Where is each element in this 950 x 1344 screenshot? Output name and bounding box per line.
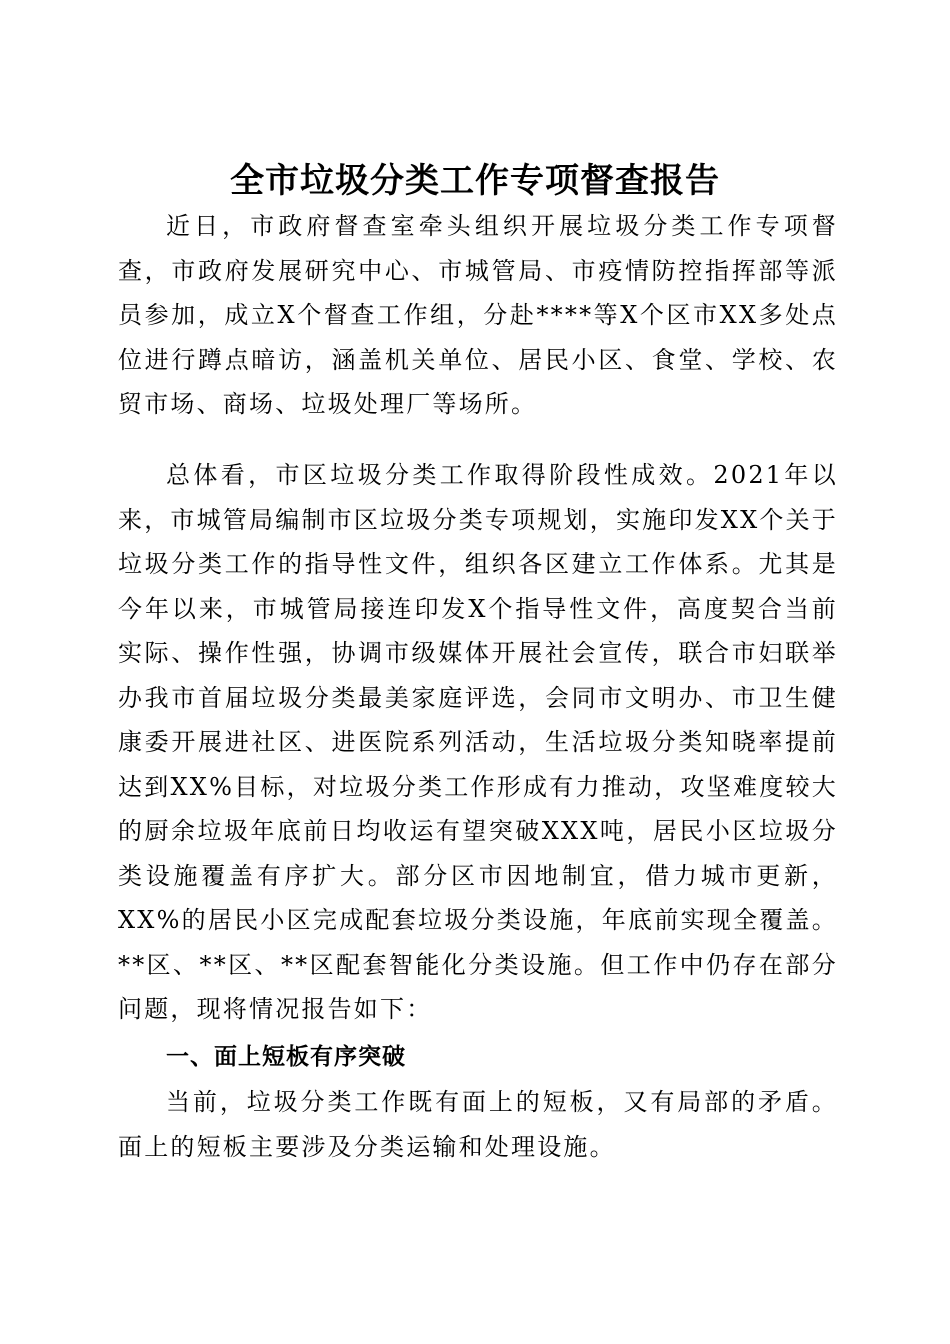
- paragraph-overview: 总体看，市区垃圾分类工作取得阶段性成效。2021年以来，市城管局编制市区垃圾分类专项规划，实施印发XX个关于垃圾分类工作的指导性文件，组织各区建立工作体系。尤其是今年以来，市城管局接连印发X个指导性文件，高度契合当前实际、操作性强，协调市级媒体开展社会宣传，联合市妇联举办我市首届垃圾分类最美家庭评选，会同市文明办、市卫生健康委开展进社区、进医院系列活动，生活垃圾分类知晓率提前达到XX%目标，对垃圾分类工作形成有力推动，攻坚难度较大的厨余垃圾年底前日均收运有望突破XXX吨，居民小区垃圾分类设施覆盖有序扩大。部分区市因地制宜，借力城市更新，XX%的居民小区完成配套垃圾分类设施，年底前实现全覆盖。**区、**区、**区配套智能化分类设施。但工作中仍存在部分问题，现将情况报告如下：: [118, 461, 838, 1023]
- document-title: 全市垃圾分类工作专项督查报告: [230, 160, 720, 201]
- paragraph-intro: 近日，市政府督查室牵头组织开展垃圾分类工作专项督查，市政府发展研究中心、市城管局、市疫情防控指挥部等派员参加，成立X个督查工作组，分赴****等X个区市XX多处点位进行蹲点暗访，涵盖机关单位、居民小区、食堂、学校、农贸市场、商场、垃圾处理厂等场所。: [118, 212, 838, 418]
- paragraph-section-one: 当前，垃圾分类工作既有面上的短板，又有局部的矛盾。面上的短板主要涉及分类运输和处理设施。: [118, 1088, 838, 1161]
- section-heading: 一、面上短板有序突破: [166, 1044, 406, 1070]
